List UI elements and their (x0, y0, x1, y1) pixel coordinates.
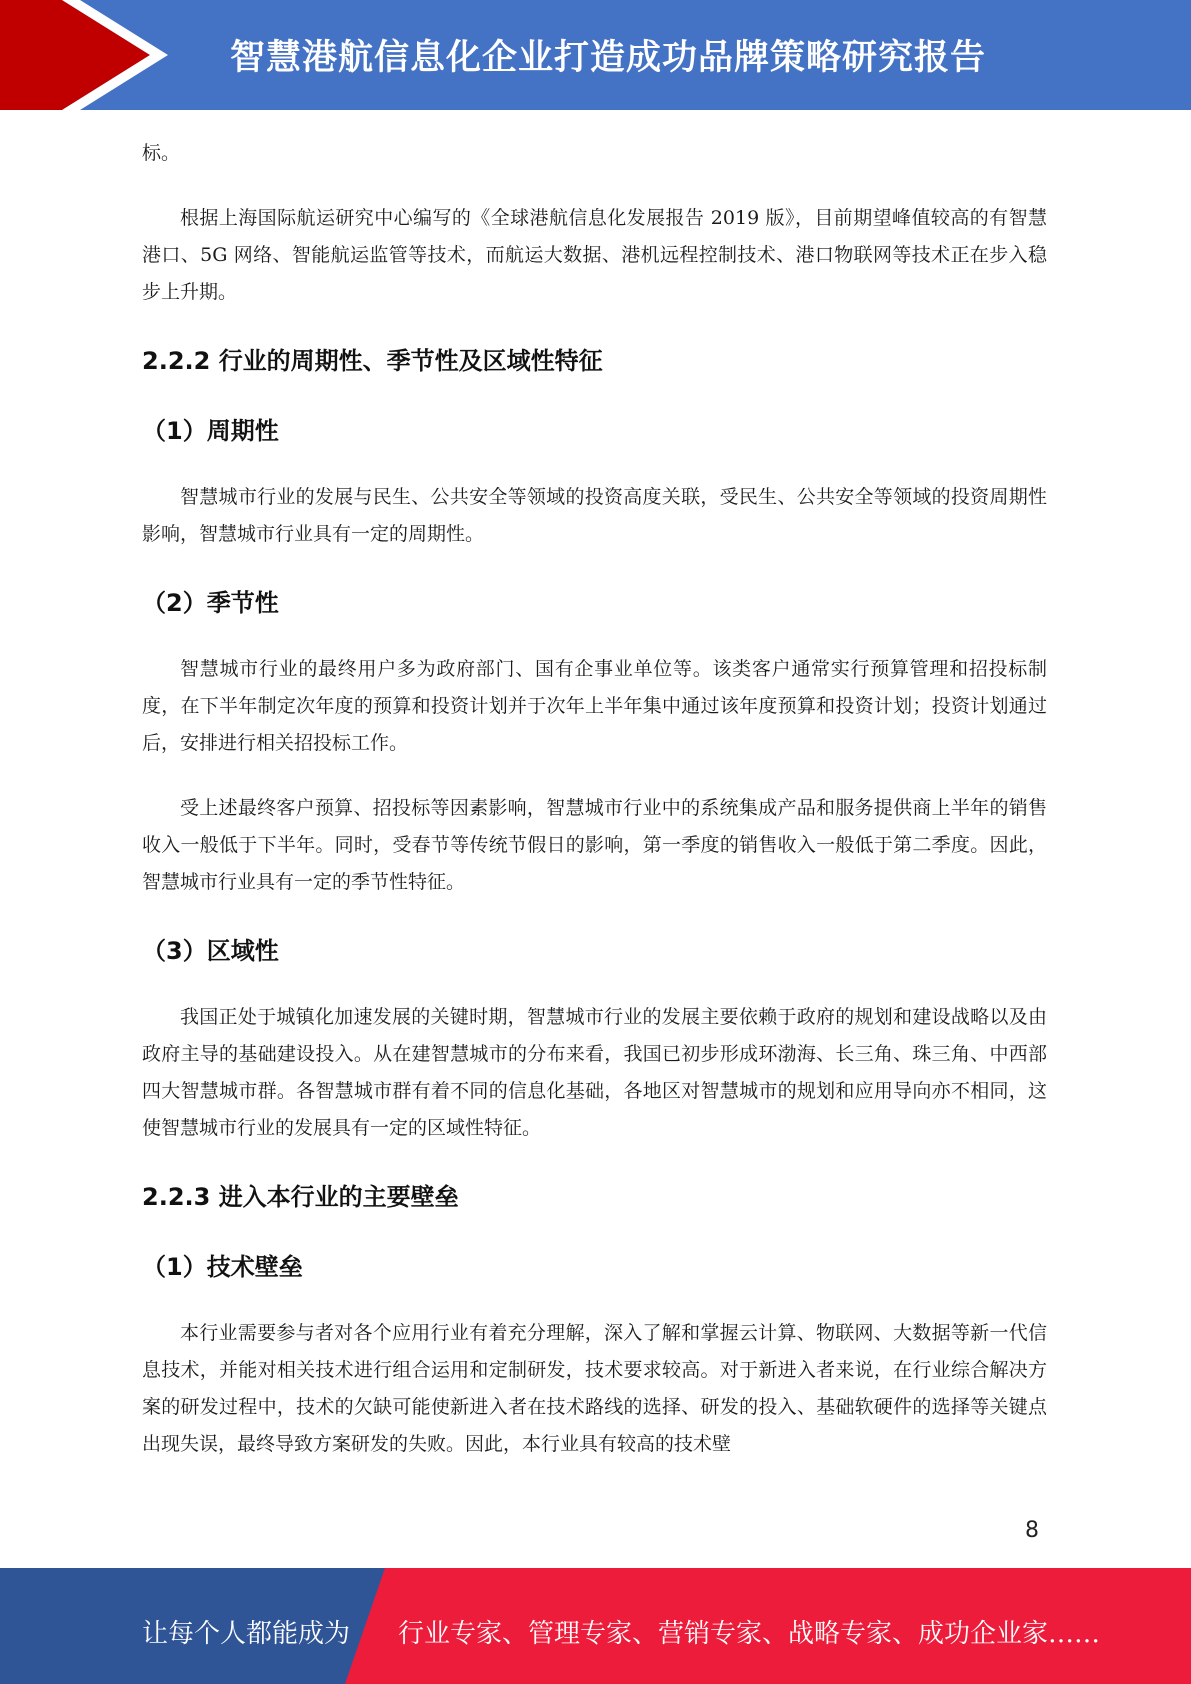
footer-slogan-right: 行业专家、管理专家、营销专家、战略专家、成功企业家…… (398, 1619, 1101, 1649)
page-content (142, 135, 1047, 1463)
page-header (0, 0, 1191, 110)
paragraph-seasonality-1: 智慧城市行业的最终用户多为政府部门、国有企事业单位等。该类客户通常实行预算管理和招投标制度，在下半年制定次年度的预算和投资计划并于次年上半年集中通过该年度预算和投资计划；投资计划通过后，安排进行相关招投标工作。 (142, 658, 1047, 754)
paragraph-seasonality-2: 受上述最终客户预算、招投标等因素影响，智慧城市行业中的系统集成产品和服务提供商上半年的销售收入一般低于下半年。同时，受春节等传统节假日的影响，第一季度的销售收入一般低于第二季度。因此，智慧城市行业具有一定的季节性特征。 (142, 797, 1047, 893)
subheading-cyclicality: （1）周期性 (142, 417, 279, 445)
paragraph-continued: 标。 (142, 142, 181, 164)
paragraph-technical-barrier: 本行业需要参与者对各个应用行业有着充分理解，深入了解和掌握云计算、物联网、大数据等新一代信息技术，并能对相关技术进行组合运用和定制研发，技术要求较高。对于新进入者来说，在行业综合解决方案的研发过程中，技术的欠缺可能使新进入者在技术路线的选择、研发的投入、基础软硬件的选择等关键点出现失误，最终导致方案研发的失败。因此，本行业具有较高的技术壁 (142, 1322, 1047, 1455)
subheading-technical-barrier: （1）技术壁垒 (142, 1253, 303, 1281)
subheading-regionality: （3）区域性 (142, 937, 279, 965)
header-title: 智慧港航信息化企业打造成功品牌策略研究报告 (230, 38, 987, 78)
paragraph-report: 根据上海国际航运研究中心编写的《全球港航信息化发展报告 2019 版》，目前期望峰值较高的有智慧港口、5G 网络、智能航运监管等技术，而航运大数据、港机远程控制技术、港口物联网等技术正在步入稳步上升期。 (142, 207, 1047, 303)
page-number: 8 (1025, 1518, 1039, 1543)
section-heading-2-2-2: 2.2.2 行业的周期性、季节性及区域性特征 (142, 347, 603, 375)
footer-slogan-left: 让每个人都能成为 (142, 1619, 351, 1649)
page-footer (0, 1568, 1191, 1684)
section-heading-2-2-3: 2.2.3 进入本行业的主要壁垒 (142, 1183, 459, 1211)
paragraph-cyclicality: 智慧城市行业的发展与民生、公共安全等领域的投资高度关联，受民生、公共安全等领域的投资周期性影响，智慧城市行业具有一定的周期性。 (142, 486, 1047, 545)
subheading-seasonality: （2）季节性 (142, 589, 279, 617)
paragraph-regionality: 我国正处于城镇化加速发展的关键时期，智慧城市行业的发展主要依赖于政府的规划和建设战略以及由政府主导的基础建设投入。从在建智慧城市的分布来看，我国已初步形成环渤海、长三角、珠三角、中西部四大智慧城市群。各智慧城市群有着不同的信息化基础，各地区对智慧城市的规划和应用导向亦不相同，这使智慧城市行业的发展具有一定的区域性特征。 (142, 1006, 1047, 1139)
